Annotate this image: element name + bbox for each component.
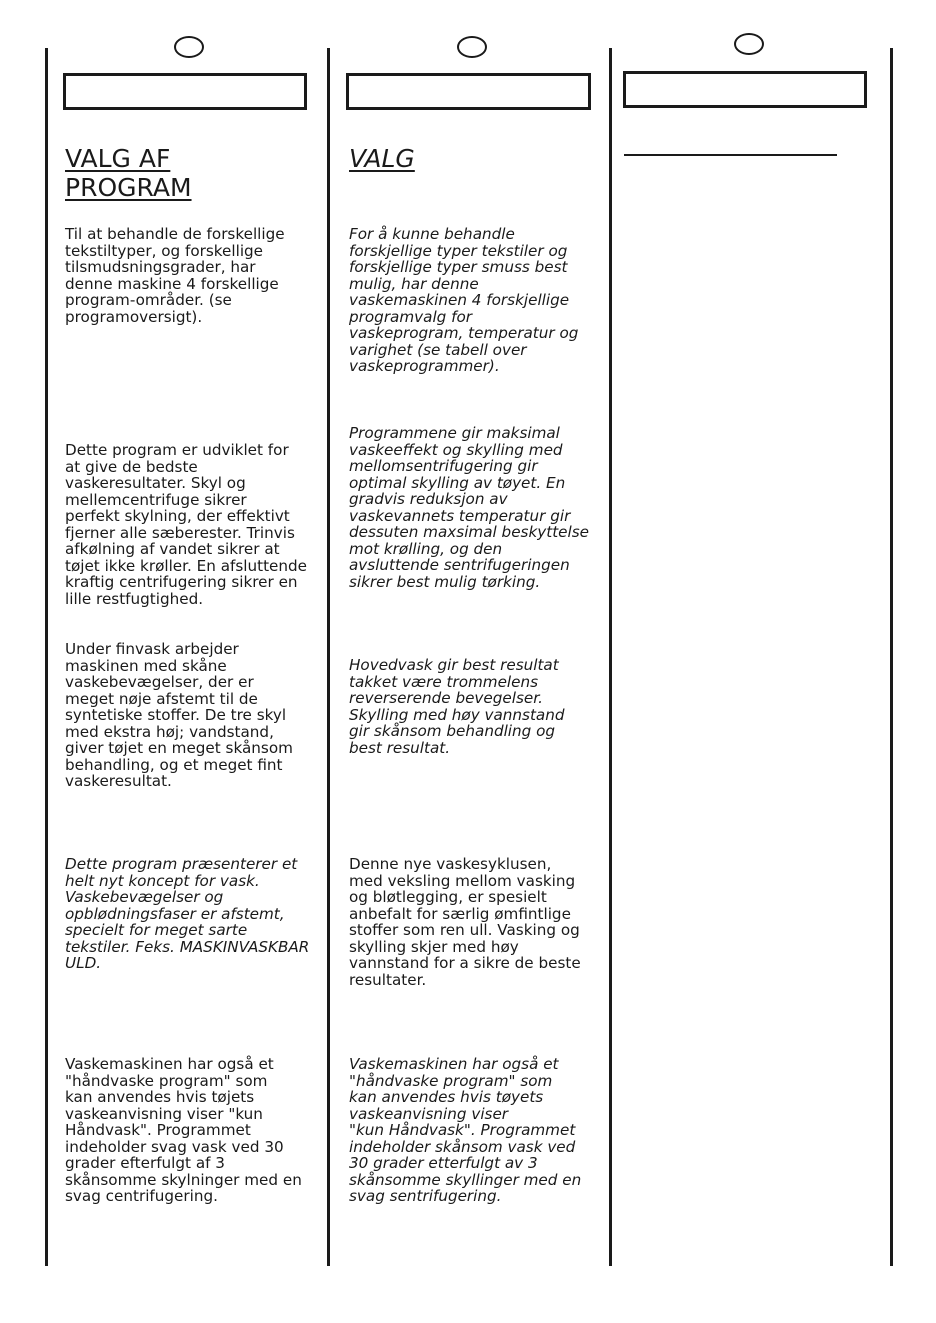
- column-divider-1: [327, 48, 330, 1266]
- language-marker-circle-3: [734, 33, 764, 55]
- paragraph-norwegian-program-1: Programmene gir maksimal vaskeeffekt og skylling med mellomsentrifugering gir optimal skylling av tøyet. En gradvis reduksjon av vaskevannets temperatur gir dessuten maxsimal beskyttelse mot krølling, og den avsluttende sentrifugeringen sikrer best mulig tørking.: [349, 424, 589, 591]
- paragraph-danish-program-1: Dette program er udviklet for at give de bedste vaskeresultater. Skyl og mellemcentrifuge sikrer perfekt skylning, der effektivt fjerner alle sæberester. Trinvis afkølning af vandet sikrer at tøjet ikke krøller. En afsluttende kraftig centrifugering sikrer en lille restfugtighed.: [65, 441, 307, 608]
- section-header-box-2: [346, 73, 591, 110]
- section-header-box-1: [63, 73, 307, 110]
- paragraph-danish-program-3: Dette program præsenterer et helt nyt koncept for vask. Vaskebevægelser og opblødningsfaser er afstemt, specielt for meget sarte tekstiler. Feks. MASKINVASKBAR ULD.: [65, 855, 310, 972]
- paragraph-danish-program-2: Under finvask arbejder maskinen med skåne vaskebevægelser, der er meget nøje afstemt til de syntetiske stoffer. De tre skyl med ekstra høj; vandstand, giver tøjet en meget skånsom behandling, og et meget fint vaskeresultat.: [65, 640, 293, 790]
- column-divider-right: [890, 48, 893, 1266]
- language-marker-circle-1: [174, 36, 204, 58]
- language-marker-circle-2: [457, 36, 487, 58]
- paragraph-norwegian-program-4: Vaskemaskinen har også et "håndvaske program" som kan anvendes hvis tøyets vaskeanvisning viser "kun Håndvask". Programmet indeholder skånsom vask ved 30 grader etterfulgt av 3 skånsomme skyllinger med en svag sentrifugering.: [349, 1055, 582, 1205]
- paragraph-danish-program-4: Vaskemaskinen har også et "håndvaske program" som kan anvendes hvis tøjets vaskeanvisning viser "kun Håndvask". Programmet indeholder svag vask ved 30 grader efterfulgt af 3 skånsomme skylninger med en svag centrifugering.: [65, 1055, 302, 1205]
- paragraph-norwegian-program-2: Hovedvask gir best resultat takket være trommelens reverserende bevegelser. Skylling med høy vannstand gir skånsom behandling og best resultat.: [349, 656, 565, 757]
- section-title-rule-empty: [624, 154, 837, 156]
- paragraph-norwegian-intro: For å kunne behandle forskjellige typer tekstiler og forskjellige typer smuss best mulig, har denne vaskemaskinen 4 forskjellige programvalg for vaskeprogram, temperatur og varighet (se tabell over vaskeprogrammer).: [349, 225, 579, 375]
- section-title-norwegian: VALG: [349, 144, 415, 173]
- paragraph-danish-intro: Til at behandle de forskellige tekstiltyper, og forskellige tilsmudsningsgrader, har denne maskine 4 forskellige program-områder. (se programoversigt).: [65, 225, 285, 326]
- column-divider-2: [609, 48, 612, 1266]
- section-header-box-3: [623, 71, 867, 108]
- paragraph-norwegian-program-3: Denne nye vaskesyklusen, med veksling mellom vasking og bløtlegging, er spesielt anbefalt for særlig ømfintlige stoffer som ren ull. Vasking og skylling skjer med høy vannstand for a sikre de beste resultater.: [349, 855, 581, 989]
- section-title-danish: VALG AF PROGRAM: [65, 144, 192, 202]
- column-divider-left: [45, 48, 48, 1266]
